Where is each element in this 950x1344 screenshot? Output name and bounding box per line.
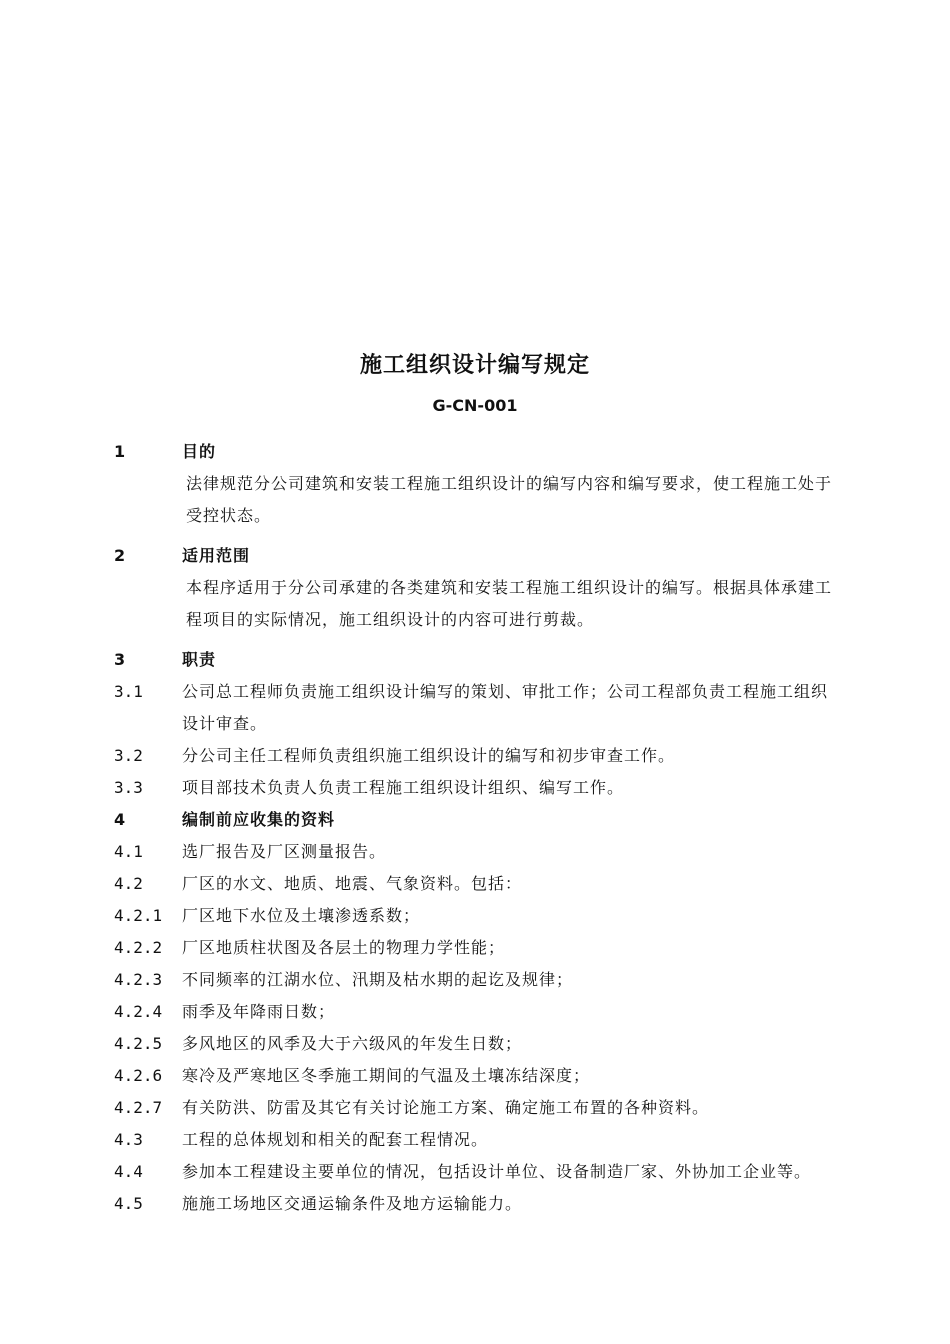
clause-3-3 — [0, 772, 950, 804]
clause-text: 有关防洪、防雷及其它有关讨论施工方案、确定施工布置的各种资料。 — [182, 1098, 710, 1117]
section-title: 编制前应收集的资料 — [182, 810, 336, 829]
clause-text: 施施工场地区交通运输条件及地方运输能力。 — [182, 1194, 523, 1213]
clause-4-2-7 — [0, 1092, 950, 1124]
section-4-heading — [0, 804, 950, 836]
section-2-heading — [0, 540, 950, 572]
clause-number: 4.4 — [114, 1162, 143, 1181]
section-number: 1 — [114, 442, 126, 461]
section-1-text: 法律规范分公司建筑和安装工程施工组织设计的编写内容和编写要求，使工程施工处于受控状态。 — [186, 474, 833, 525]
clause-text: 工程的总体规划和相关的配套工程情况。 — [182, 1130, 489, 1149]
clause-number: 4.2.7 — [114, 1098, 163, 1117]
clause-number: 4.2.4 — [114, 1002, 163, 1021]
clause-4-4 — [0, 1156, 950, 1188]
clause-text: 厂区地质柱状图及各层土的物理力学性能； — [182, 938, 506, 957]
clause-4-2-4 — [0, 996, 950, 1028]
clause-text: 厂区地下水位及土壤渗透系数； — [182, 906, 421, 925]
clause-number: 4.2.2 — [114, 938, 163, 957]
section-2-text: 本程序适用于分公司承建的各类建筑和安装工程施工组织设计的编写。根据具体承建工程项目的实际情况，施工组织设计的内容可进行剪裁。 — [186, 578, 833, 629]
document-body — [0, 436, 950, 1220]
clause-4-1 — [0, 836, 950, 868]
section-number: 2 — [114, 546, 126, 565]
clause-number: 4.2 — [114, 874, 143, 893]
clause-number: 3.3 — [114, 778, 143, 797]
clause-text: 厂区的水文、地质、地震、气象资料。包括： — [182, 874, 523, 893]
clause-text: 项目部技术负责人负责工程施工组织设计组织、编写工作。 — [182, 778, 625, 797]
clause-4-2-3 — [0, 964, 950, 996]
section-title: 适用范围 — [182, 546, 251, 565]
clause-4-2-1 — [0, 900, 950, 932]
clause-4-2-5 — [0, 1028, 950, 1060]
clause-text: 公司总工程师负责施工组织设计编写的策划、审批工作；公司工程部负责工程施工组织设计审查。 — [182, 682, 829, 733]
clause-3-1 — [0, 676, 950, 740]
clause-number: 3.1 — [114, 682, 143, 701]
section-number: 4 — [114, 810, 126, 829]
clause-number: 4.2.1 — [114, 906, 163, 925]
clause-number: 4.5 — [114, 1194, 143, 1213]
clause-text: 不同频率的江湖水位、汛期及枯水期的起讫及规律； — [182, 970, 574, 989]
clause-number: 4.1 — [114, 842, 143, 861]
clause-number: 3.2 — [114, 746, 143, 765]
clause-4-5 — [0, 1188, 950, 1220]
clause-4-2-6 — [0, 1060, 950, 1092]
section-title: 目的 — [182, 442, 217, 461]
clause-text: 参加本工程建设主要单位的情况，包括设计单位、设备制造厂家、外协加工企业等。 — [182, 1162, 812, 1181]
clause-text: 多风地区的风季及大于六级风的年发生日数； — [182, 1034, 523, 1053]
clause-4-2 — [0, 868, 950, 900]
clause-text: 寒冷及严寒地区冬季施工期间的气温及土壤冻结深度； — [182, 1066, 591, 1085]
clause-number: 4.2.3 — [114, 970, 163, 989]
clause-number: 4.2.6 — [114, 1066, 163, 1085]
clause-3-2 — [0, 740, 950, 772]
clause-4-2-2 — [0, 932, 950, 964]
section-number: 3 — [114, 650, 126, 669]
section-1-heading — [0, 436, 950, 468]
clause-text: 分公司主任工程师负责组织施工组织设计的编写和初步审查工作。 — [182, 746, 676, 765]
document-title: 施工组织设计编写规定 — [359, 353, 590, 378]
document-code: G-CN-001 — [432, 396, 518, 415]
clause-text: 雨季及年降雨日数； — [182, 1002, 336, 1021]
clause-4-3 — [0, 1124, 950, 1156]
clause-number: 4.2.5 — [114, 1034, 163, 1053]
section-3-heading — [0, 644, 950, 676]
section-title: 职责 — [182, 650, 217, 669]
clause-text: 选厂报告及厂区测量报告。 — [182, 842, 387, 861]
clause-number: 4.3 — [114, 1130, 143, 1149]
